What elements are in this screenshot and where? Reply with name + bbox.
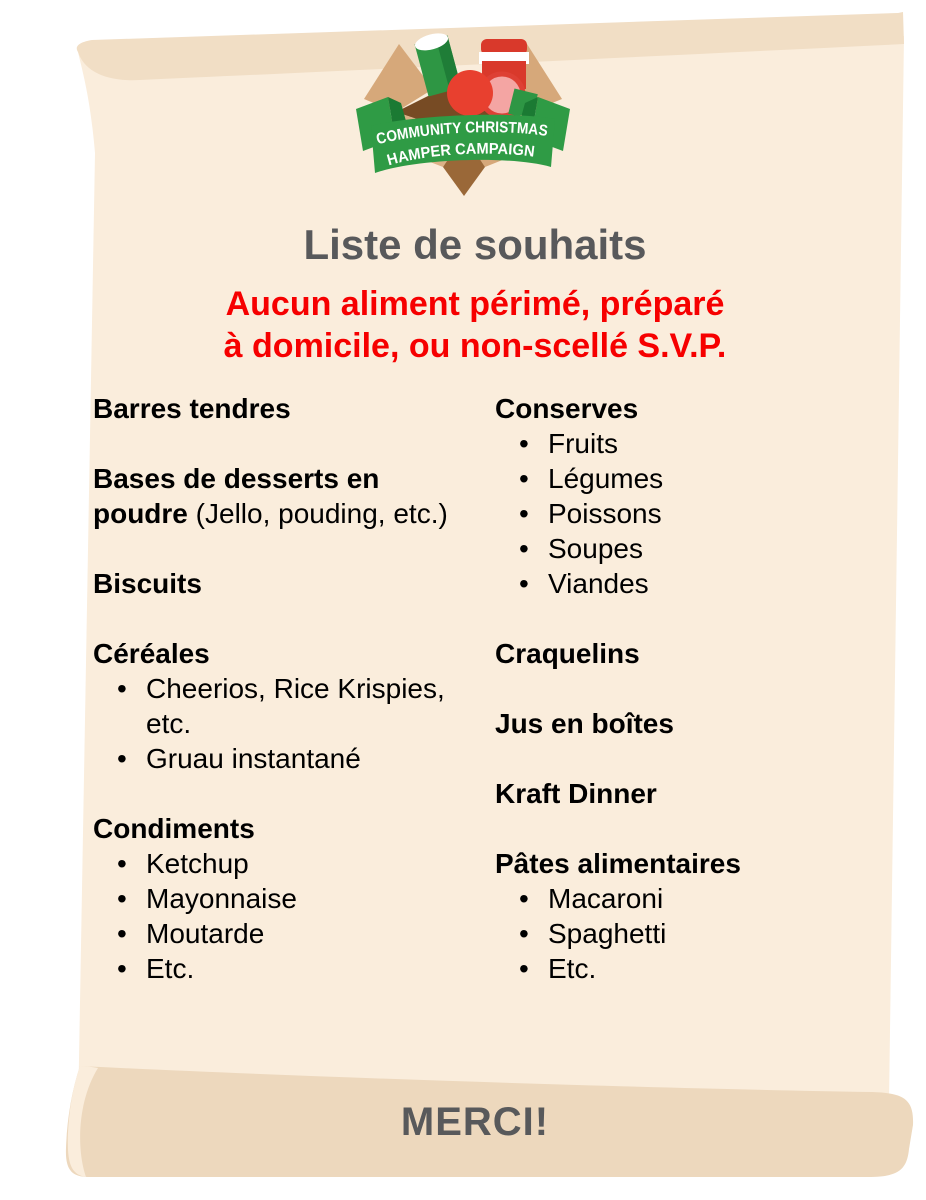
- wishlist-section: [93, 636, 465, 776]
- wishlist-section: [93, 811, 465, 986]
- list-item: • Ketchup: [93, 846, 465, 881]
- list-item: • Cheerios, Rice Krispies, etc.: [93, 671, 465, 741]
- section-heading: Pâtes alimentaires: [495, 848, 741, 879]
- list-item: • Etc.: [495, 951, 867, 986]
- list-item: • Légumes: [495, 461, 867, 496]
- wishlist-section: [495, 636, 867, 671]
- warning-text: [63, 283, 887, 367]
- section-heading: Condiments: [93, 813, 255, 844]
- list-item: • Spaghetti: [495, 916, 867, 951]
- section-items: [495, 881, 867, 986]
- page-title: Liste de souhaits: [303, 221, 647, 268]
- wishlist-section: [495, 706, 867, 741]
- list-item: • Poissons: [495, 496, 867, 531]
- wishlist-section: [93, 391, 465, 426]
- wishlist-section: [495, 776, 867, 811]
- list-item: • Gruau instantané: [93, 741, 465, 776]
- section-heading-note: (Jello, pouding, etc.): [187, 498, 448, 529]
- wishlist-column-right: [495, 391, 893, 986]
- wishlist-section: [495, 846, 867, 986]
- list-item: • Soupes: [495, 531, 867, 566]
- section-heading: Conserves: [495, 393, 639, 424]
- list-item: • Macaroni: [495, 881, 867, 916]
- warning-line1: Aucun aliment périmé, préparé: [225, 285, 725, 323]
- list-item: • Etc.: [93, 951, 465, 986]
- red-can-icon: [447, 70, 493, 116]
- wishlist-section: [93, 461, 465, 531]
- section-heading: Barres tendres: [93, 393, 291, 424]
- section-heading: Biscuits: [93, 568, 202, 599]
- section-heading: Bases de desserts en poudre (Jello, pouding, etc.): [93, 463, 448, 529]
- section-items: [495, 426, 867, 601]
- list-item: • Viandes: [495, 566, 867, 601]
- section-heading: Craquelins: [495, 638, 640, 669]
- section-heading: Jus en boîtes: [495, 708, 674, 739]
- hamper-logo: [352, 33, 574, 215]
- warning-line2: à domicile, ou non-scellé S.V.P.: [223, 327, 727, 365]
- banner-text-line2: HAMPER CAMPAIGN: [385, 140, 537, 170]
- wishlist-columns: [93, 391, 893, 986]
- section-heading: Céréales: [93, 638, 210, 669]
- wishlist-section: [93, 566, 465, 601]
- wishlist-column-left: [93, 391, 495, 986]
- list-item: • Fruits: [495, 426, 867, 461]
- list-item: • Mayonnaise: [93, 881, 465, 916]
- section-items: [93, 846, 465, 986]
- banner-text-line1: COMMUNITY CHRISTMAS: [374, 119, 551, 149]
- list-item: • Moutarde: [93, 916, 465, 951]
- wishlist-section: [495, 391, 867, 601]
- footer-thanks: MERCI!: [400, 1100, 550, 1144]
- section-heading: Kraft Dinner: [495, 778, 657, 809]
- section-items: [93, 671, 465, 776]
